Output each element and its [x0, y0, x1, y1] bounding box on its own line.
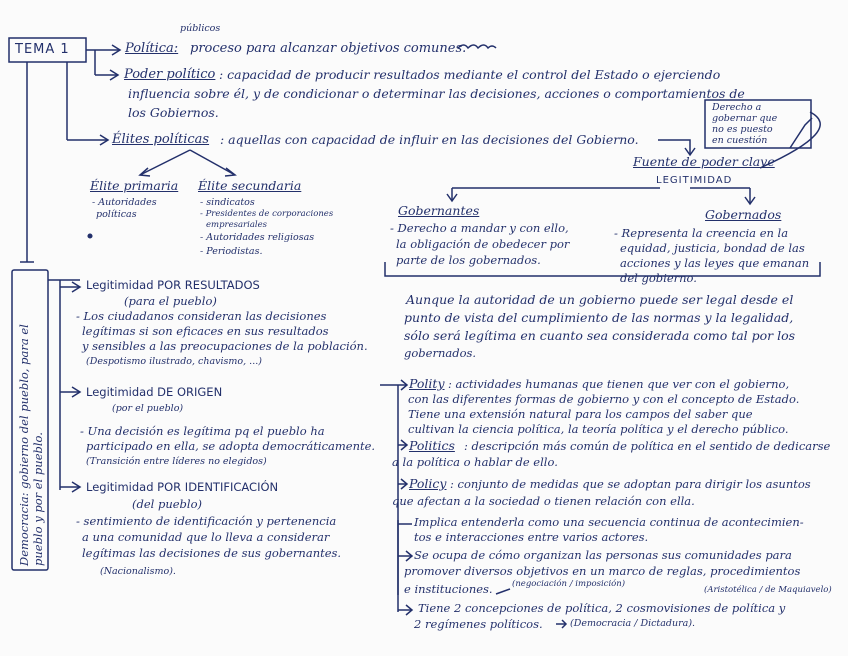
policy-line: : conjunto de medidas que se adoptan para dirigir los asuntos: [450, 477, 811, 491]
tiene-line: Tiene 2 concepciones de política, 2 cosmovisiones de política y: [418, 601, 786, 615]
aunque-line: sólo será legítima en cuanto sea considerada como tal por los: [404, 328, 796, 343]
derecho-line: en cuestión: [712, 135, 768, 146]
ocupa-line: Se ocupa de cómo organizan las personas sus comunidades para: [414, 548, 792, 562]
politics-term: Politics: [409, 438, 455, 453]
poder-term: Poder político: [124, 67, 216, 82]
elite-secundaria-item: - Autoridades religiosas: [200, 232, 315, 243]
tema-title: TEMA 1: [15, 42, 70, 57]
leg-resultados-line: legítimas si son eficaces en sus resultados: [82, 324, 329, 338]
gobernantes-title: Gobernantes: [398, 203, 480, 218]
poder-line-3: los Gobiernos.: [128, 105, 219, 120]
leg-ident-line: legítimas las decisiones de sus gobernantes.: [82, 546, 342, 560]
gobernados-line: del gobierno.: [620, 271, 697, 285]
tiene-note: (Democracia / Dictadura).: [570, 618, 696, 629]
elite-primaria-item: políticas: [96, 209, 137, 220]
implica-line: tos e interacciones entre varios actores.: [414, 530, 649, 544]
democracia-label-line-1: Democracia: gobierno del pueblo, para el: [17, 324, 31, 566]
leg-ident-title: Legitimidad POR IDENTIFICACIÓN: [86, 480, 279, 494]
aunque-line: punto de vista del cumplimiento de las normas y la legalidad,: [404, 310, 794, 325]
politica-term: Política:: [125, 41, 179, 56]
gobernados-line: acciones y las leyes que emanan: [620, 256, 810, 270]
leg-origen-title: Legitimidad DE ORIGEN: [86, 385, 223, 399]
derecho-line: gobernar que: [712, 113, 778, 124]
politics-line: a la política o hablar de ello.: [392, 455, 558, 469]
gobernados-line: equidad, justicia, bondad de las: [620, 241, 805, 255]
elite-secundaria-title: Élite secundaria: [198, 178, 302, 193]
polity-line: Tiene una extensión natural para los campos del saber que: [408, 407, 753, 421]
leg-origen-line: participado en ella, se adopta democráticamente.: [86, 439, 376, 453]
gobernados-title: Gobernados: [705, 207, 782, 222]
leg-origen-line: - Una decisión es legítima pq el pueblo ha: [80, 424, 325, 438]
leg-resultados-line: (Despotismo ilustrado, chavismo, ...): [86, 356, 262, 367]
elite-secundaria-item: - Periodistas.: [200, 246, 263, 257]
leg-ident-line: - sentimiento de identificación y pertenencia: [76, 514, 337, 528]
derecho-line: no es puesto: [712, 124, 773, 135]
poder-line-2: influencia sobre él, y de condicionar o determinar las decisiones, acciones o comportamientos de: [128, 86, 745, 101]
elite-primaria-title: Élite primaria: [90, 178, 179, 193]
elites-def: : aquellas con capacidad de influir en las decisiones del Gobierno.: [220, 132, 639, 147]
leg-ident-line: a una comunidad que lo lleva a considerar: [82, 530, 330, 544]
implica-line: Implica entenderla como una secuencia continua de acontecimien-: [414, 515, 804, 529]
legitimidad-label: LEGITIMIDAD: [656, 175, 733, 186]
leg-resultados-sub: (para el pueblo): [124, 294, 217, 308]
ocupa-line: promover diversos objetivos en un marco de reglas, procedimientos: [404, 564, 801, 578]
polity-term: Polity: [409, 376, 445, 391]
gobernados-line: - Representa la creencia en la: [614, 226, 789, 240]
gobernantes-line: - Derecho a mandar y con ello,: [390, 221, 569, 235]
poder-line-1: : capacidad de producir resultados mediante el control del Estado o ejerciendo: [219, 67, 721, 82]
ocupa-line: e instituciones.: [404, 582, 493, 596]
leg-resultados-line: - Los ciudadanos consideran las decisiones: [76, 309, 327, 323]
fuente-poder: Fuente de poder clave: [633, 154, 775, 169]
leg-origen-line: (Transición entre líderes no elegidos): [86, 456, 267, 467]
gobernantes-line: parte de los gobernados.: [396, 253, 541, 267]
gobernantes-line: la obligación de obedecer por: [396, 237, 570, 251]
polity-line: cultivan la ciencia política, la teoría política y el derecho público.: [408, 422, 789, 436]
elite-primaria-item: - Autoridades: [92, 197, 157, 208]
policy-line: que afectan a la sociedad o tienen relación con ella.: [392, 494, 695, 508]
aristo-note: (Aristotélica / de Maquiavelo): [704, 585, 832, 595]
aunque-line: Aunque la autoridad de un gobierno puede ser legal desde el: [406, 292, 794, 307]
elite-secundaria-item: empresariales: [206, 220, 268, 230]
polity-line: : actividades humanas que tienen que ver con el gobierno,: [448, 377, 790, 391]
politics-line: : descripción más común de política en el sentido de dedicarse: [464, 439, 831, 453]
leg-resultados-title: Legitimidad POR RESULTADOS: [86, 278, 260, 292]
polity-line: con las diferentes formas de gobierno y con el concepto de Estado.: [408, 392, 800, 406]
derecho-line: Derecho a: [712, 102, 762, 113]
publicos-annotation: públicos: [180, 23, 221, 34]
leg-ident-line: (Nacionalismo).: [100, 566, 176, 577]
elites-term: Élites políticas: [112, 132, 210, 147]
elite-secundaria-item: - sindicatos: [200, 197, 255, 208]
policy-term: Policy: [409, 476, 447, 491]
leg-origen-sub: (por el pueblo): [112, 403, 184, 414]
politica-def: proceso para alcanzar objetivos comunes.: [190, 41, 467, 56]
ocupa-note: (negociación / imposición): [512, 579, 626, 589]
leg-resultados-line: y sensibles a las preocupaciones de la población.: [82, 339, 368, 353]
aunque-line: gobernados.: [404, 346, 477, 360]
tiene-line: 2 regímenes políticos.: [414, 617, 543, 631]
democracia-label-line-2: pueblo y por el pueblo.: [31, 432, 45, 566]
elite-secundaria-item: - Presidentes de corporaciones: [200, 209, 334, 219]
leg-ident-sub: (del pueblo): [132, 497, 203, 511]
